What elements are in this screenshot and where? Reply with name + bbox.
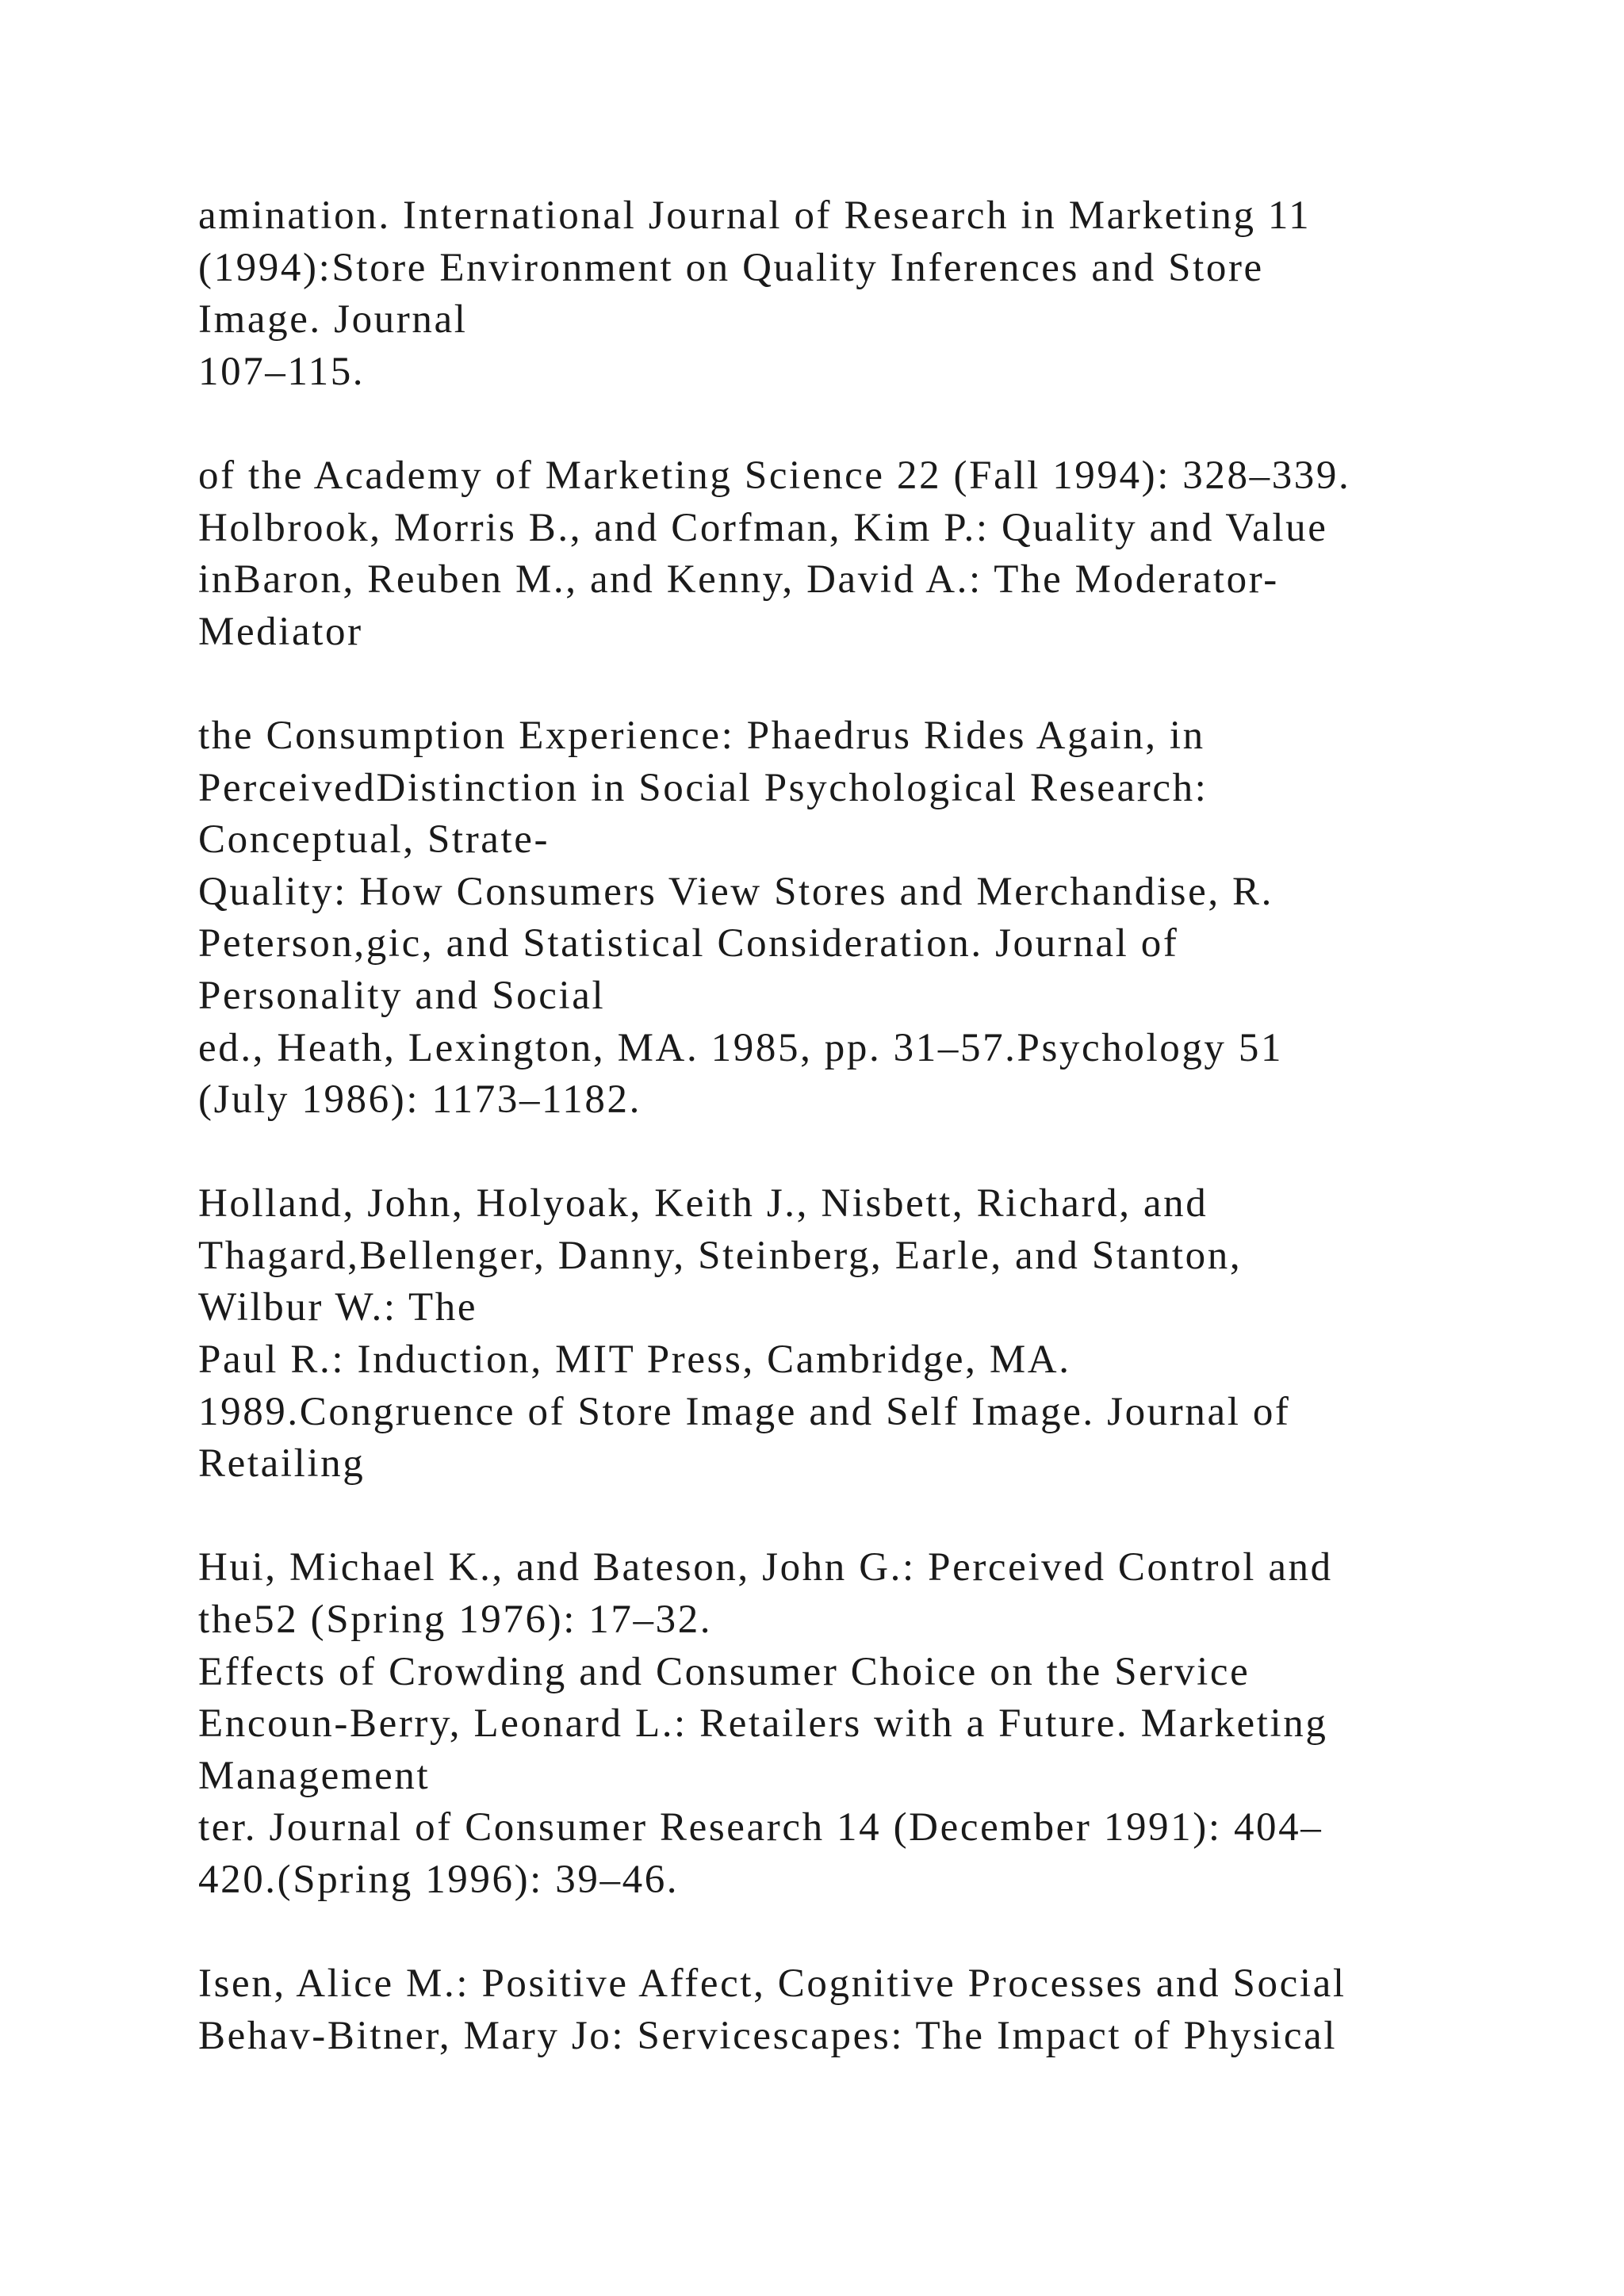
references-text	[198, 190, 1546, 2062]
reference-paragraph	[198, 1958, 1546, 2062]
text-line: Paul R.: Induction, MIT Press, Cambridge, MA.	[198, 1337, 1071, 1383]
reference-paragraph	[198, 1178, 1546, 1490]
text-line: Encoun-Berry, Leonard L.: Retailers with a Future. Marketing	[198, 1701, 1328, 1747]
text-line: Isen, Alice M.: Positive Affect, Cognitive Processes and Social	[198, 1961, 1346, 2007]
text-line: ed., Heath, Lexington, MA. 1985, pp. 31–57.Psychology 51	[198, 1025, 1284, 1070]
paragraph-gap	[198, 658, 1546, 710]
text-line: Retailing	[198, 1441, 366, 1487]
text-line: Management	[198, 1753, 431, 1798]
paragraph-gap	[198, 1490, 1546, 1543]
text-line: 420.(Spring 1996): 39–46.	[198, 1858, 680, 1902]
text-line: of the Academy of Marketing Science 22 (Fall 1994): 328–339.	[198, 453, 1351, 498]
text-line: Holbrook, Morris B., and Corfman, Kim P.: Quality and Value	[198, 505, 1328, 550]
text-line: amination. International Journal of Research in Marketing 11	[198, 193, 1312, 238]
reference-paragraph	[198, 1542, 1546, 1906]
text-line: ter. Journal of Consumer Research 14 (December 1991): 404–	[198, 1805, 1323, 1850]
text-line: Mediator	[198, 609, 363, 654]
text-line: Effects of Crowding and Consumer Choice on the Service	[198, 1649, 1251, 1694]
text-line: the52 (Spring 1976): 17–32.	[198, 1598, 713, 1643]
text-line: Personality and Social	[198, 973, 606, 1018]
text-line: (July 1986): 1173–1182.	[198, 1077, 642, 1123]
text-line: 107–115.	[198, 349, 366, 394]
paragraph-gap	[198, 1907, 1546, 1959]
paragraph-gap	[198, 1127, 1546, 1179]
text-line: Hui, Michael K., and Bateson, John G.: Perceived Control and	[198, 1545, 1333, 1590]
reference-paragraph	[198, 190, 1546, 398]
text-line: Holland, John, Holyoak, Keith J., Nisbett, Richard, and	[198, 1181, 1208, 1226]
reference-paragraph	[198, 450, 1546, 658]
text-line: Image. Journal	[198, 297, 468, 342]
text-line: Peterson,gic, and Statistical Consideration. Journal of	[198, 921, 1179, 966]
text-line: Behav-Bitner, Mary Jo: Servicescapes: The Impact of Physical	[198, 2013, 1338, 2058]
text-line: 1989.Congruence of Store Image and Self Image. Journal of	[198, 1389, 1291, 1434]
reference-paragraph	[198, 710, 1546, 1127]
text-line: inBaron, Reuben M., and Kenny, David A.: The Moderator-	[198, 557, 1279, 603]
text-line: (1994):Store Environment on Quality Inferences and Store	[198, 245, 1264, 290]
text-line: Thagard,Bellenger, Danny, Steinberg, Earle, and Stanton,	[198, 1233, 1243, 1278]
text-line: Conceptual, Strate-	[198, 817, 550, 863]
text-line: Wilbur W.: The	[198, 1285, 478, 1330]
text-line: Quality: How Consumers View Stores and Merchandise, R.	[198, 869, 1274, 914]
paragraph-gap	[198, 398, 1546, 450]
text-line: PerceivedDistinction in Social Psychological Research:	[198, 765, 1208, 810]
text-line: the Consumption Experience: Phaedrus Rides Again, in	[198, 713, 1205, 758]
